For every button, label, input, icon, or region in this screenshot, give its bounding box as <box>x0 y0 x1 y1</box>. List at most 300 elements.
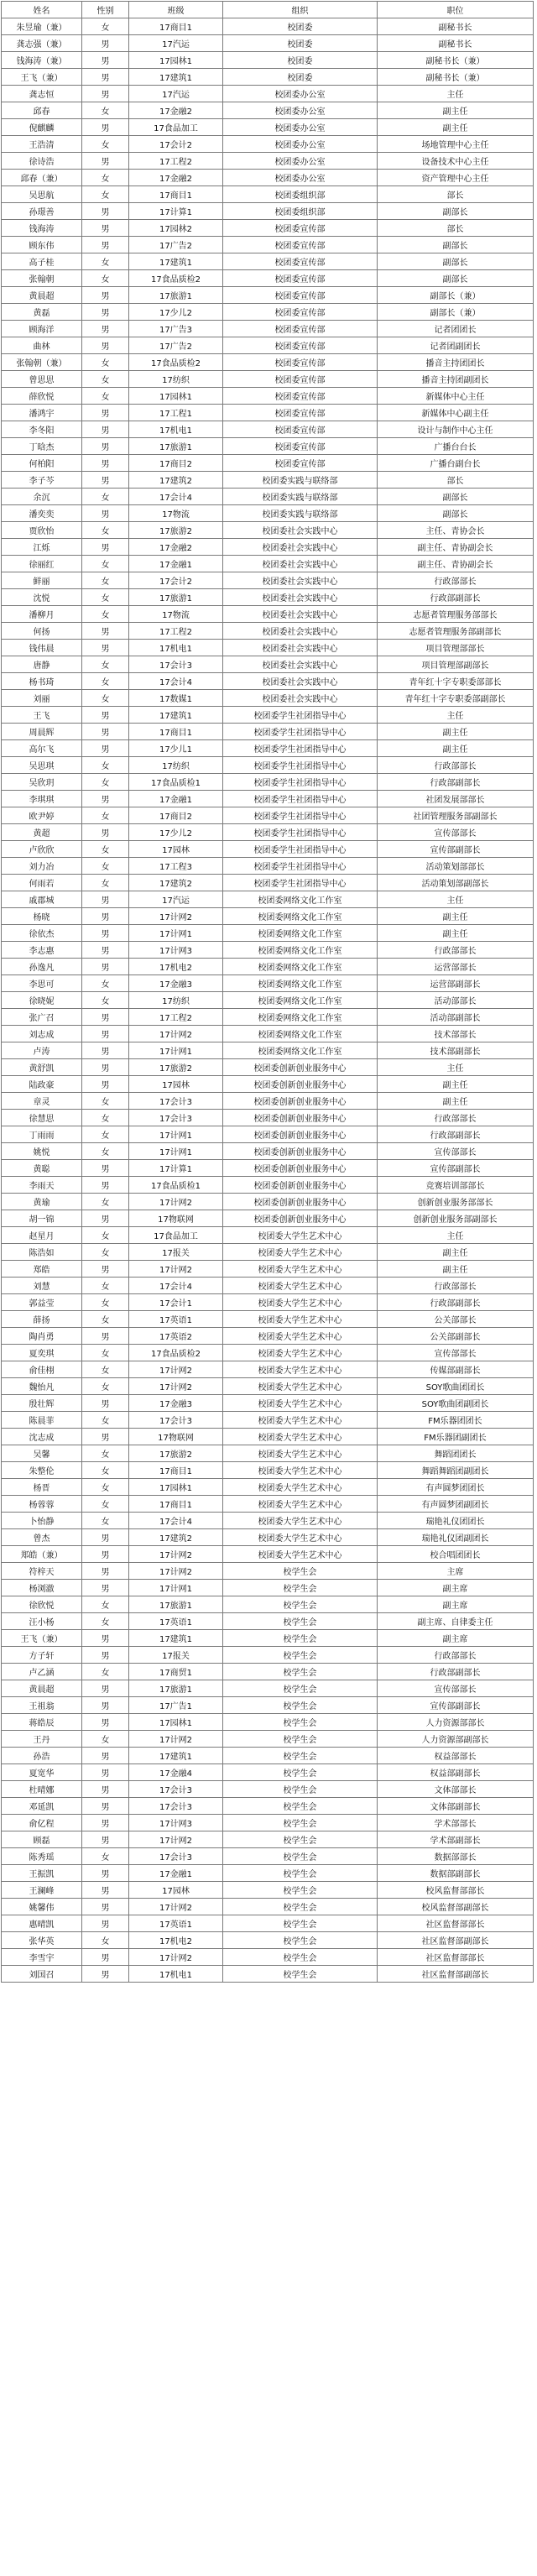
cell-organization: 校团委大学生艺术中心 <box>223 1412 378 1429</box>
cell-class: 17计网2 <box>129 1194 223 1210</box>
cell-organization: 校团委宣传部 <box>223 438 378 455</box>
cell-name: 钱海涛（兼） <box>2 52 82 69</box>
cell-organization: 校团委组织部 <box>223 203 378 220</box>
cell-name: 卢乙涵 <box>2 1664 82 1680</box>
cell-organization: 校团委网络文化工作室 <box>223 1009 378 1026</box>
table-row <box>2 1966 534 1983</box>
table-row <box>2 253 534 270</box>
table-row <box>2 119 534 136</box>
cell-name: 朱整伦 <box>2 1462 82 1479</box>
cell-organization: 校团委大学生艺术中心 <box>223 1328 378 1345</box>
cell-position: 新媒体中心副主任 <box>378 405 534 421</box>
cell-class: 17计网2 <box>129 1563 223 1580</box>
cell-sex: 女 <box>82 18 129 35</box>
table-row <box>2 539 534 556</box>
table-row <box>2 556 534 572</box>
cell-name: 杜晴娜 <box>2 1781 82 1798</box>
cell-organization: 校团委网络文化工作室 <box>223 942 378 959</box>
table-row <box>2 1361 534 1378</box>
cell-sex: 男 <box>82 1160 129 1177</box>
cell-name: 刘力冶 <box>2 858 82 875</box>
cell-sex: 男 <box>82 640 129 656</box>
cell-name: 张广召 <box>2 1009 82 1026</box>
cell-sex: 男 <box>82 925 129 942</box>
table-row <box>2 86 534 102</box>
cell-organization: 校团委大学生艺术中心 <box>223 1294 378 1311</box>
table-row <box>2 1949 534 1966</box>
table-row <box>2 1059 534 1076</box>
table-row <box>2 1932 534 1949</box>
cell-sex: 女 <box>82 992 129 1009</box>
cell-position: 行政部副部长 <box>378 589 534 606</box>
cell-position: 运营部部长 <box>378 959 534 975</box>
table-row <box>2 1445 534 1462</box>
cell-organization: 校团委创新创业服务中心 <box>223 1194 378 1210</box>
cell-name: 邓延凯 <box>2 1798 82 1815</box>
cell-organization: 校团委学生社团指导中心 <box>223 740 378 757</box>
cell-class: 17旅游2 <box>129 1445 223 1462</box>
header-row <box>2 2 534 18</box>
cell-class: 17园林 <box>129 1076 223 1093</box>
table-row <box>2 337 534 354</box>
cell-class: 17食品加工 <box>129 1227 223 1244</box>
cell-position: FM乐器团副团长 <box>378 1429 534 1445</box>
cell-class: 17金融4 <box>129 1764 223 1781</box>
cell-sex: 女 <box>82 1496 129 1513</box>
cell-name: 汪小杨 <box>2 1613 82 1630</box>
cell-sex: 女 <box>82 270 129 287</box>
cell-class: 17会计1 <box>129 1294 223 1311</box>
cell-class: 17英语1 <box>129 1311 223 1328</box>
cell-name: 江烁 <box>2 539 82 556</box>
cell-position: 副主任 <box>378 724 534 740</box>
cell-organization: 校团委创新创业服务中心 <box>223 1143 378 1160</box>
table-row <box>2 1596 534 1613</box>
cell-position: 副部长（兼） <box>378 304 534 321</box>
cell-sex: 女 <box>82 1848 129 1865</box>
cell-organization: 校团委宣传部 <box>223 253 378 270</box>
cell-position: 数据部部长 <box>378 1848 534 1865</box>
cell-position: 行政部副部长 <box>378 1664 534 1680</box>
cell-sex: 女 <box>82 556 129 572</box>
table-row <box>2 270 534 287</box>
cell-organization: 校学生会 <box>223 1596 378 1613</box>
cell-name: 殷壮辉 <box>2 1395 82 1412</box>
cell-class: 17广告2 <box>129 237 223 253</box>
cell-organization: 校团委社会实践中心 <box>223 606 378 623</box>
cell-name: 黄晨超 <box>2 287 82 304</box>
cell-name: 杨晋 <box>2 1479 82 1496</box>
cell-class: 17旅游2 <box>129 522 223 539</box>
cell-sex: 女 <box>82 807 129 824</box>
cell-organization: 校团委实践与联络部 <box>223 472 378 489</box>
cell-name: 李子芩 <box>2 472 82 489</box>
cell-class: 17建筑1 <box>129 707 223 724</box>
cell-position: 主席 <box>378 1563 534 1580</box>
table-row <box>2 807 534 824</box>
cell-sex: 女 <box>82 1294 129 1311</box>
cell-position: 活动策划部副部长 <box>378 875 534 891</box>
cell-sex: 女 <box>82 1613 129 1630</box>
cell-position: 副部长（兼） <box>378 287 534 304</box>
cell-organization: 校团委宣传部 <box>223 405 378 421</box>
cell-name: 俞佳栩 <box>2 1361 82 1378</box>
cell-sex: 女 <box>82 1110 129 1126</box>
table-row <box>2 1294 534 1311</box>
table-row <box>2 623 534 640</box>
cell-organization: 校团委大学生艺术中心 <box>223 1496 378 1513</box>
cell-sex: 男 <box>82 1697 129 1714</box>
cell-class: 17计网1 <box>129 1126 223 1143</box>
cell-sex: 男 <box>82 472 129 489</box>
cell-class: 17旅游2 <box>129 1059 223 1076</box>
cell-name: 郭益莹 <box>2 1294 82 1311</box>
cell-class: 17计网2 <box>129 1899 223 1915</box>
cell-position: 行政部副部长 <box>378 774 534 791</box>
cell-class: 17计网2 <box>129 1731 223 1748</box>
cell-position: 社区监督部副部长 <box>378 1966 534 1983</box>
cell-class: 17会计4 <box>129 1278 223 1294</box>
table-row <box>2 875 534 891</box>
cell-sex: 女 <box>82 975 129 992</box>
cell-class: 17建筑2 <box>129 875 223 891</box>
cell-organization: 校学生会 <box>223 1915 378 1932</box>
cell-class: 17旅游1 <box>129 1680 223 1697</box>
cell-name: 唐静 <box>2 656 82 673</box>
cell-class: 17计网1 <box>129 1042 223 1059</box>
cell-name: 吴思航 <box>2 186 82 203</box>
cell-class: 17园林1 <box>129 52 223 69</box>
cell-sex: 男 <box>82 1076 129 1093</box>
cell-organization: 校团委 <box>223 35 378 52</box>
table-row <box>2 992 534 1009</box>
cell-sex: 女 <box>82 757 129 774</box>
table-row <box>2 1042 534 1059</box>
cell-position: 数据部副部长 <box>378 1865 534 1882</box>
cell-position: 行政部副部长 <box>378 1126 534 1143</box>
cell-class: 17机电2 <box>129 1932 223 1949</box>
cell-position: 副主任 <box>378 102 534 119</box>
cell-position: FM乐器团团长 <box>378 1412 534 1429</box>
cell-name: 俞亿程 <box>2 1815 82 1831</box>
cell-organization: 校团委组织部 <box>223 186 378 203</box>
cell-organization: 校团委网络文化工作室 <box>223 1026 378 1042</box>
cell-sex: 男 <box>82 1748 129 1764</box>
cell-position: 青年红十字专职委部副部长 <box>378 690 534 707</box>
cell-organization: 校学生会 <box>223 1865 378 1882</box>
cell-position: 行政部部长 <box>378 757 534 774</box>
cell-organization: 校团委大学生艺术中心 <box>223 1513 378 1529</box>
table-row <box>2 1915 534 1932</box>
table-row <box>2 1110 534 1126</box>
cell-organization: 校学生会 <box>223 1815 378 1831</box>
table-row <box>2 942 534 959</box>
cell-organization: 校团委学生社团指导中心 <box>223 757 378 774</box>
cell-class: 17会计4 <box>129 1513 223 1529</box>
cell-name: 顾磊 <box>2 1831 82 1848</box>
table-row <box>2 1261 534 1278</box>
cell-name: 龚志恒 <box>2 86 82 102</box>
cell-organization: 校学生会 <box>223 1798 378 1815</box>
cell-position: 副主席 <box>378 1630 534 1647</box>
cell-name: 郑皓 <box>2 1261 82 1278</box>
cell-class: 17食品质检1 <box>129 1177 223 1194</box>
cell-class: 17园林2 <box>129 220 223 237</box>
table-row <box>2 774 534 791</box>
cell-sex: 女 <box>82 1345 129 1361</box>
cell-class: 17金融1 <box>129 556 223 572</box>
cell-position: 副部长 <box>378 253 534 270</box>
cell-organization: 校团委网络文化工作室 <box>223 925 378 942</box>
cell-position: 活动部副部长 <box>378 1009 534 1026</box>
cell-position: 舞蹈舞蹈团副团长 <box>378 1462 534 1479</box>
cell-class: 17园林1 <box>129 388 223 405</box>
cell-position: 技术部副部长 <box>378 1042 534 1059</box>
table-row <box>2 1580 534 1596</box>
cell-class: 17汽运 <box>129 86 223 102</box>
table-body <box>2 18 534 1983</box>
cell-position: 设计与制作中心主任 <box>378 421 534 438</box>
cell-sex: 男 <box>82 1546 129 1563</box>
table-row <box>2 1412 534 1429</box>
cell-sex: 男 <box>82 1764 129 1781</box>
cell-class: 17计网2 <box>129 1261 223 1278</box>
cell-position: 创新创业服务部部长 <box>378 1194 534 1210</box>
table-row <box>2 1194 534 1210</box>
cell-position: 副主任 <box>378 1093 534 1110</box>
cell-position: 副主任、青协副会长 <box>378 539 534 556</box>
table-row <box>2 220 534 237</box>
table-row <box>2 136 534 153</box>
cell-organization: 校团委社会实践中心 <box>223 522 378 539</box>
cell-sex: 男 <box>82 1899 129 1915</box>
cell-class: 17汽运 <box>129 891 223 908</box>
cell-name: 龚志强（兼） <box>2 35 82 52</box>
cell-position: 副秘书长 <box>378 35 534 52</box>
cell-class: 17机电1 <box>129 1966 223 1983</box>
cell-class: 17计网2 <box>129 1831 223 1848</box>
cell-class: 17会计4 <box>129 673 223 690</box>
cell-sex: 男 <box>82 1798 129 1815</box>
table-row <box>2 1815 534 1831</box>
cell-position: 瑞艳礼仪团副团长 <box>378 1529 534 1546</box>
cell-name: 钱伟晨 <box>2 640 82 656</box>
cell-position: 传媒部副部长 <box>378 1361 534 1378</box>
cell-position: 社团发展部部长 <box>378 791 534 807</box>
cell-position: 副主任 <box>378 1076 534 1093</box>
table-row <box>2 186 534 203</box>
cell-organization: 校学生会 <box>223 1848 378 1865</box>
cell-name: 王祖翁 <box>2 1697 82 1714</box>
cell-organization: 校学生会 <box>223 1748 378 1764</box>
cell-name: 黄超 <box>2 824 82 841</box>
cell-organization: 校团委办公室 <box>223 102 378 119</box>
cell-organization: 校学生会 <box>223 1680 378 1697</box>
cell-organization: 校团委大学生艺术中心 <box>223 1445 378 1462</box>
cell-class: 17物流 <box>129 606 223 623</box>
cell-name: 李琪琪 <box>2 791 82 807</box>
cell-name: 欧尹婷 <box>2 807 82 824</box>
table-row <box>2 505 534 522</box>
cell-class: 17少儿2 <box>129 304 223 321</box>
cell-class: 17纺织 <box>129 992 223 1009</box>
cell-class: 17食品质检2 <box>129 354 223 371</box>
cell-name: 徐诗浩 <box>2 153 82 170</box>
table-row <box>2 1143 534 1160</box>
cell-sex: 男 <box>82 405 129 421</box>
cell-name: 胡一锦 <box>2 1210 82 1227</box>
cell-name: 孙璟善 <box>2 203 82 220</box>
table-row <box>2 1244 534 1261</box>
cell-sex: 男 <box>82 1059 129 1076</box>
cell-sex: 女 <box>82 572 129 589</box>
cell-class: 17商贸1 <box>129 1664 223 1680</box>
header-organization: 组织 <box>223 2 378 18</box>
cell-sex: 男 <box>82 1395 129 1412</box>
cell-name: 吴思琪 <box>2 757 82 774</box>
cell-organization: 校团委大学生艺术中心 <box>223 1479 378 1496</box>
cell-name: 何扬 <box>2 623 82 640</box>
cell-name: 卢涛 <box>2 1042 82 1059</box>
cell-sex: 男 <box>82 1781 129 1798</box>
cell-name: 孙浩 <box>2 1748 82 1764</box>
cell-class: 17工程2 <box>129 623 223 640</box>
cell-class: 17商目1 <box>129 1496 223 1513</box>
cell-name: 何柏阳 <box>2 455 82 472</box>
table-row <box>2 354 534 371</box>
cell-position: 主任、青协会长 <box>378 522 534 539</box>
cell-sex: 女 <box>82 354 129 371</box>
cell-sex: 女 <box>82 1412 129 1429</box>
cell-organization: 校学生会 <box>223 1714 378 1731</box>
header-class: 班级 <box>129 2 223 18</box>
cell-sex: 男 <box>82 623 129 640</box>
cell-name: 徐丽红 <box>2 556 82 572</box>
cell-organization: 校团委大学生艺术中心 <box>223 1244 378 1261</box>
cell-organization: 校团委宣传部 <box>223 337 378 354</box>
cell-name: 夏宽华 <box>2 1764 82 1781</box>
cell-sex: 女 <box>82 1596 129 1613</box>
cell-sex: 女 <box>82 1227 129 1244</box>
header-name: 姓名 <box>2 2 82 18</box>
cell-name: 徐晓妮 <box>2 992 82 1009</box>
cell-sex: 女 <box>82 170 129 186</box>
table-row <box>2 1311 534 1328</box>
table-row <box>2 1613 534 1630</box>
cell-name: 周晨辉 <box>2 724 82 740</box>
cell-sex: 男 <box>82 1210 129 1227</box>
table-row <box>2 1748 534 1764</box>
cell-name: 王浩清 <box>2 136 82 153</box>
cell-sex: 女 <box>82 1143 129 1160</box>
cell-organization: 校团委宣传部 <box>223 455 378 472</box>
cell-organization: 校学生会 <box>223 1949 378 1966</box>
cell-position: 文体部部长 <box>378 1781 534 1798</box>
table-row <box>2 1026 534 1042</box>
cell-class: 17机电2 <box>129 959 223 975</box>
table-row <box>2 841 534 858</box>
cell-position: 行政部部长 <box>378 1278 534 1294</box>
table-row <box>2 673 534 690</box>
cell-class: 17会计2 <box>129 572 223 589</box>
cell-sex: 男 <box>82 35 129 52</box>
cell-sex: 女 <box>82 656 129 673</box>
cell-position: 记者团团长 <box>378 321 534 337</box>
cell-sex: 男 <box>82 1529 129 1546</box>
table-row <box>2 1160 534 1177</box>
cell-class: 17机电1 <box>129 421 223 438</box>
cell-class: 17建筑1 <box>129 1630 223 1647</box>
table-row <box>2 455 534 472</box>
table-row <box>2 1647 534 1664</box>
table-row <box>2 321 534 337</box>
cell-organization: 校团委社会实践中心 <box>223 623 378 640</box>
cell-organization: 校团委宣传部 <box>223 304 378 321</box>
cell-position: 副主任 <box>378 1261 534 1278</box>
table-row <box>2 153 534 170</box>
cell-sex: 女 <box>82 1462 129 1479</box>
cell-class: 17计网2 <box>129 1546 223 1563</box>
table-row <box>2 1210 534 1227</box>
table-row <box>2 1126 534 1143</box>
cell-position: 志愿者管理服务部部长 <box>378 606 534 623</box>
cell-name: 顾东伟 <box>2 237 82 253</box>
cell-class: 17会计3 <box>129 1412 223 1429</box>
cell-name: 杨蓉蓉 <box>2 1496 82 1513</box>
cell-position: 活动部部长 <box>378 992 534 1009</box>
cell-name: 黄舒凯 <box>2 1059 82 1076</box>
cell-class: 17工程2 <box>129 1009 223 1026</box>
cell-organization: 校团委创新创业服务中心 <box>223 1160 378 1177</box>
table-row <box>2 1093 534 1110</box>
table-row <box>2 421 534 438</box>
cell-position: 广播台副台长 <box>378 455 534 472</box>
cell-organization: 校团委创新创业服务中心 <box>223 1126 378 1143</box>
table-row <box>2 1831 534 1848</box>
cell-class: 17会计3 <box>129 1848 223 1865</box>
cell-name: 丁晗杰 <box>2 438 82 455</box>
table-row <box>2 724 534 740</box>
table-row <box>2 1865 534 1882</box>
cell-class: 17英语2 <box>129 1328 223 1345</box>
cell-organization: 校团委 <box>223 18 378 35</box>
table-row <box>2 438 534 455</box>
cell-position: 副主任 <box>378 1244 534 1261</box>
cell-position: 副主席 <box>378 1596 534 1613</box>
cell-sex: 女 <box>82 1361 129 1378</box>
cell-position: 副秘书长（兼） <box>378 69 534 86</box>
cell-position: 播音主持团团长 <box>378 354 534 371</box>
cell-position: 公关部部长 <box>378 1311 534 1328</box>
cell-sex: 男 <box>82 237 129 253</box>
cell-class: 17建筑2 <box>129 1529 223 1546</box>
cell-sex: 女 <box>82 1731 129 1748</box>
cell-organization: 校团委大学生艺术中心 <box>223 1378 378 1395</box>
cell-organization: 校团委创新创业服务中心 <box>223 1076 378 1093</box>
cell-class: 17金融3 <box>129 1395 223 1412</box>
cell-name: 薛扬 <box>2 1311 82 1328</box>
cell-name: 黄磊 <box>2 304 82 321</box>
cell-class: 17物联网 <box>129 1210 223 1227</box>
cell-class: 17少儿1 <box>129 740 223 757</box>
cell-organization: 校团委创新创业服务中心 <box>223 1210 378 1227</box>
cell-position: 副秘书长（兼） <box>378 52 534 69</box>
cell-class: 17食品质检1 <box>129 774 223 791</box>
cell-position: SOY歌曲团团长 <box>378 1378 534 1395</box>
cell-position: 宣传部副部长 <box>378 1697 534 1714</box>
cell-organization: 校团委 <box>223 69 378 86</box>
cell-class: 17计算1 <box>129 1160 223 1177</box>
